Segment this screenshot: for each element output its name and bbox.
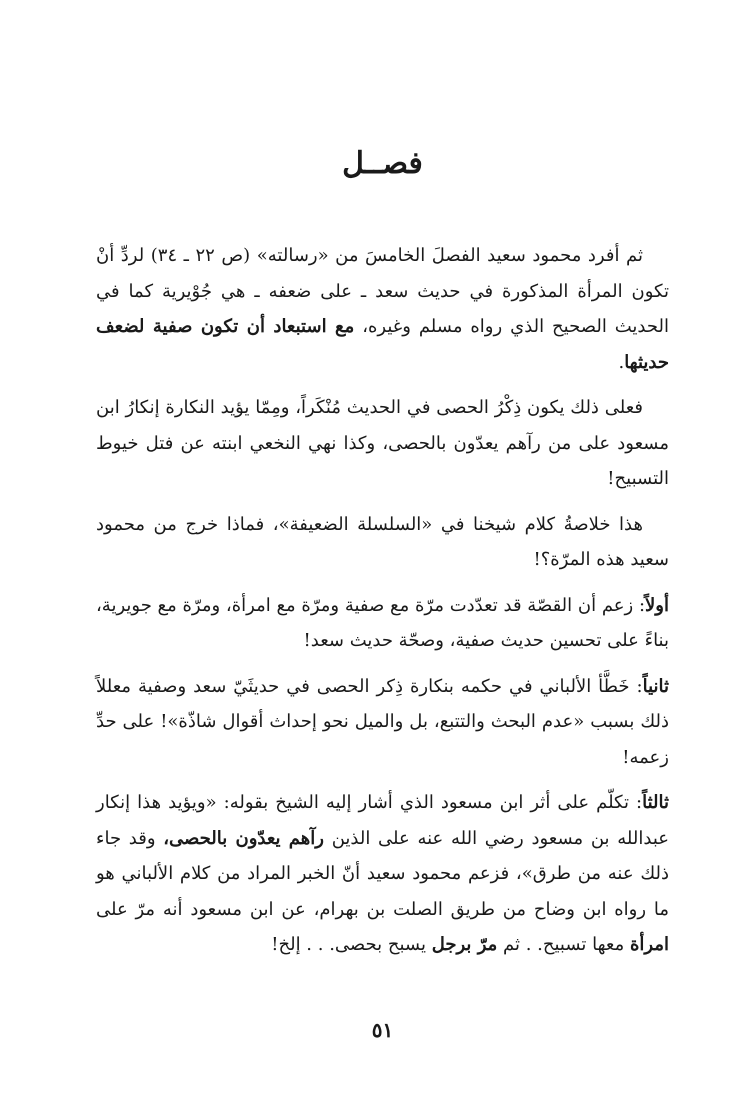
paragraph-2 [96, 390, 669, 497]
text-segment: معها تسبيح. . ثم [497, 934, 630, 955]
section-title: فصــل [342, 146, 423, 181]
text-segment: : تكلّم على أثر ابن مسعود الذي أشار إليه الشيخ بقوله: «ويؤيد هذا إنكار عبدالله بن مسعود رضي الله عنه على الذين [96, 792, 669, 849]
text-segment: هذا خلاصةُ كلام شيخنا في «السلسلة الضعيفة»، فماذا خرج من محمود سعيد هذه المرّة؟! [96, 513, 669, 570]
text-segment: : زعم أن القصّة قد تعدّدت مرّة مع صفية ومرّة مع امرأة، ومرّة مع جويرية، بناءً على تحسين حديث صفية، وصحّة حديث سعد! [96, 594, 669, 651]
bold-text-segment: رآهم يعدّون بالحصى، [163, 827, 324, 849]
text-segment: يسبح بحصى. . . إلخ! [271, 934, 432, 955]
text-segment: ثم أفرد محمود سعيد الفصلَ الخامسَ من «رسالته» (ص ٢٢ ـ ٣٤) لردِّ أنْ تكون المرأة المذكورة في حديث سعد ـ على ضعفه ـ هي جُوْيرية كما في الحديث الصحيح الذي رواه مسلم وغيره، [96, 245, 669, 337]
paragraph-1 [96, 238, 669, 380]
bold-text-segment: ثالثاً [642, 792, 669, 813]
bold-text-segment: أولاً [645, 594, 669, 616]
text-segment: وقد جاء ذلك عنه من طرق»، فزعم محمود سعيد أنّ الخبر المراد من كلام الألباني هو ما رواه ابن وضاح من طريق الصلت بن بهرام، عن ابن مسعود أنه مرّ على [96, 827, 669, 920]
bold-text-segment: امرأة [629, 934, 669, 955]
paragraph-4 [96, 588, 669, 659]
bold-text-segment: مرّ برجل [431, 934, 498, 955]
text-segment: : خَطَّأ الألباني في حكمه بنكارة ذِكر الحصى في حديثَيّ سعد وصفية معللاً ذلك بسبب «عدم البحث والتتبع، بل والميل نحو إحداث أقوال شاذّة»! على حدِّ زعمه! [96, 675, 669, 768]
bold-text-segment: ثانياً [642, 675, 669, 697]
page-number: ٥١ [371, 1018, 394, 1042]
document-page [96, 0, 669, 1099]
paragraph-6 [96, 785, 669, 963]
bold-text-segment: مع استبعاد أن تكون صفية لضعف حديثها [96, 316, 669, 373]
paragraph-5 [96, 669, 669, 776]
body-text [96, 238, 669, 973]
paragraph-3 [96, 507, 669, 578]
text-segment: . [618, 351, 625, 373]
text-segment: فعلى ذلك يكون ذِكْرُ الحصى في الحديث مُنْكَراً، ومِمّا يؤيد النكارة إنكارُ ابن مسعود على من رآهم يعدّون بالحصى، وكذا نهي النخعي ابنته عن فتل خيوط التسبيح! [96, 397, 669, 489]
